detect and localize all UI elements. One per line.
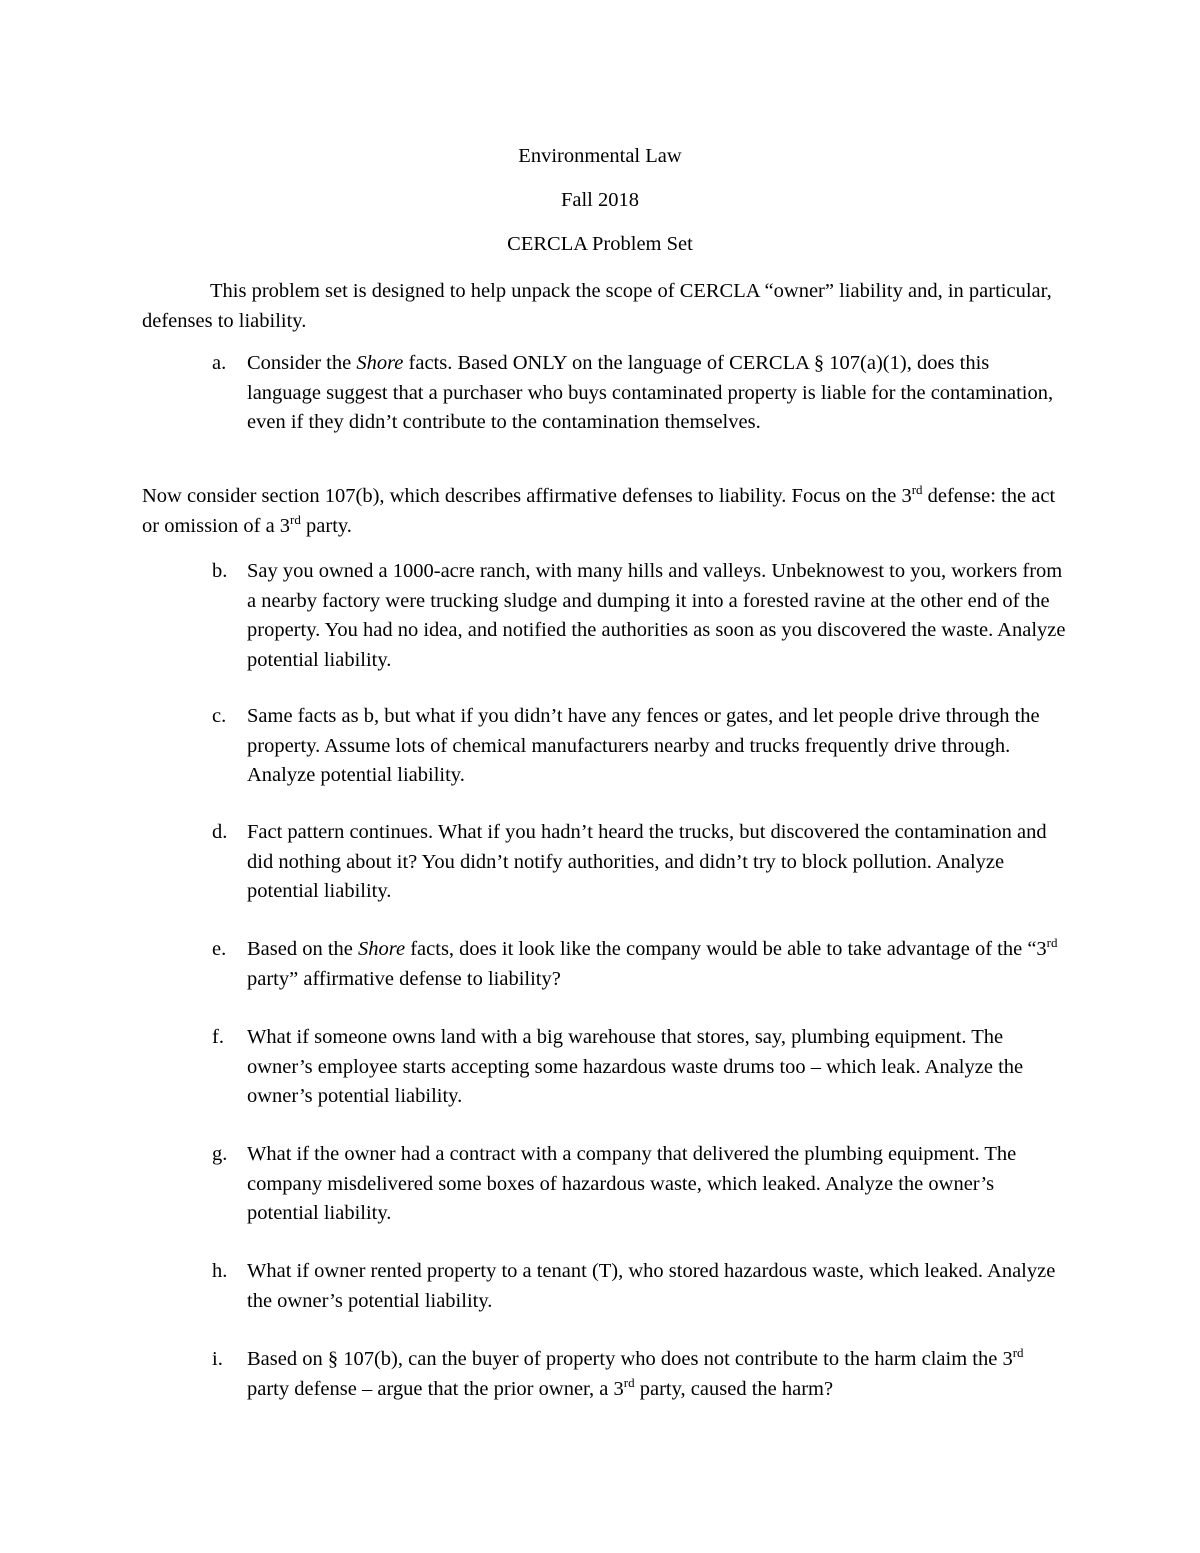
list-item-c [212,702,1067,791]
item-letter: c. [212,705,227,727]
term: Fall 2018 [560,189,640,211]
ordinal-suffix: rd [623,1374,635,1390]
list-item-f [212,1023,1067,1112]
intro-paragraph [142,277,1062,336]
list-item-h [212,1257,1067,1316]
course-name: Environmental Law [518,145,682,167]
item-text-part: Based on the [247,938,359,960]
defenses-paragraph [142,482,1062,541]
item-text: Say you owned a 1000-acre ranch, with many hills and valleys. Unbeknowest to you, workers from a nearby factory were trucking sludge and dumping it into a forested ravine at the other end of the property. You had no idea, and notified the authorities as soon as you discovered the waste. Analyze potential liability. [247,560,1066,671]
paragraph-text-part: Now consider section 107(b), which describes affirmative defenses to liability. Focus on the 3 [142,485,912,507]
list-item-b [212,557,1067,675]
list-item-d [212,818,1067,907]
item-text [247,349,1067,438]
item-text [247,1345,1067,1404]
item-letter: a. [212,352,227,374]
paragraph-text-part: party. [300,514,352,537]
item-letter: e. [212,938,227,960]
ordinal-suffix: rd [1012,1345,1024,1360]
list-item-e [212,935,1067,994]
item-text-part: facts. Based ONLY on the language of CERCLA § 107(a)(1), does this language suggest that a purchaser who buys contaminated property is liable for the contamination, even if they didn’t contribute to the contamination themselves. [247,352,1054,433]
item-text-part: party, caused the harm? [634,1377,834,1400]
item-letter: i. [212,1348,223,1370]
item-text-part: party” affirmative defense to liability? [247,967,561,990]
paragraph-text-part: defense: the act or omission of a 3 [142,485,1056,537]
item-letter: g. [212,1143,228,1165]
case-name: Shore [356,352,404,374]
item-text-part: facts, does it look like the company would be able to take advantage of the “3 [405,938,1047,960]
item-text: Same facts as b, but what if you didn’t have any fences or gates, and let people drive through the property. Assume lots of chemical manufacturers nearby and trucks frequently drive through. Analyze potential liability. [247,705,1040,786]
intro-text: This problem set is designed to help unpack the scope of CERCLA “owner” liability and, in particular, defenses to liability. [142,280,1052,332]
item-text-part: party defense – argue that the prior owner, a 3 [247,1377,624,1400]
item-letter: f. [212,1026,224,1048]
item-text: Fact pattern continues. What if you hadn’t heard the trucks, but discovered the contamination and did nothing about it? You didn’t notify authorities, and didn’t try to block pollution. Analyze potential liability. [247,821,1047,902]
list-item-g [212,1140,1067,1229]
item-text: What if the owner had a contract with a company that delivered the plumbing equipment. The company misdelivered some boxes of hazardous waste, which leaked. Analyze the owner’s potential liability. [247,1143,1017,1224]
case-name: Shore [358,938,406,960]
list-item-i [212,1345,1067,1404]
ordinal-suffix: rd [911,482,923,497]
list-item-a [212,349,1067,438]
item-letter: d. [212,821,228,843]
item-text-part: Consider the [247,352,357,374]
item-letter: b. [212,560,228,582]
item-text: What if owner rented property to a tenant (T), who stored hazardous waste, which leaked. Analyze the owner’s potential liability. [247,1260,1056,1312]
item-text [247,935,1067,994]
item-letter: h. [212,1260,228,1282]
item-text: What if someone owns land with a big warehouse that stores, say, plumbing equipment. The owner’s employee starts accepting some hazardous waste drums too – which leak. Analyze the owner’s potential liability. [247,1026,1024,1107]
document-title: CERCLA Problem Set [507,233,693,255]
ordinal-suffix: rd [290,511,301,527]
ordinal-suffix: rd [1046,935,1058,950]
item-text-part: Based on § 107(b), can the buyer of property who does not contribute to the harm claim the 3 [247,1348,1013,1370]
